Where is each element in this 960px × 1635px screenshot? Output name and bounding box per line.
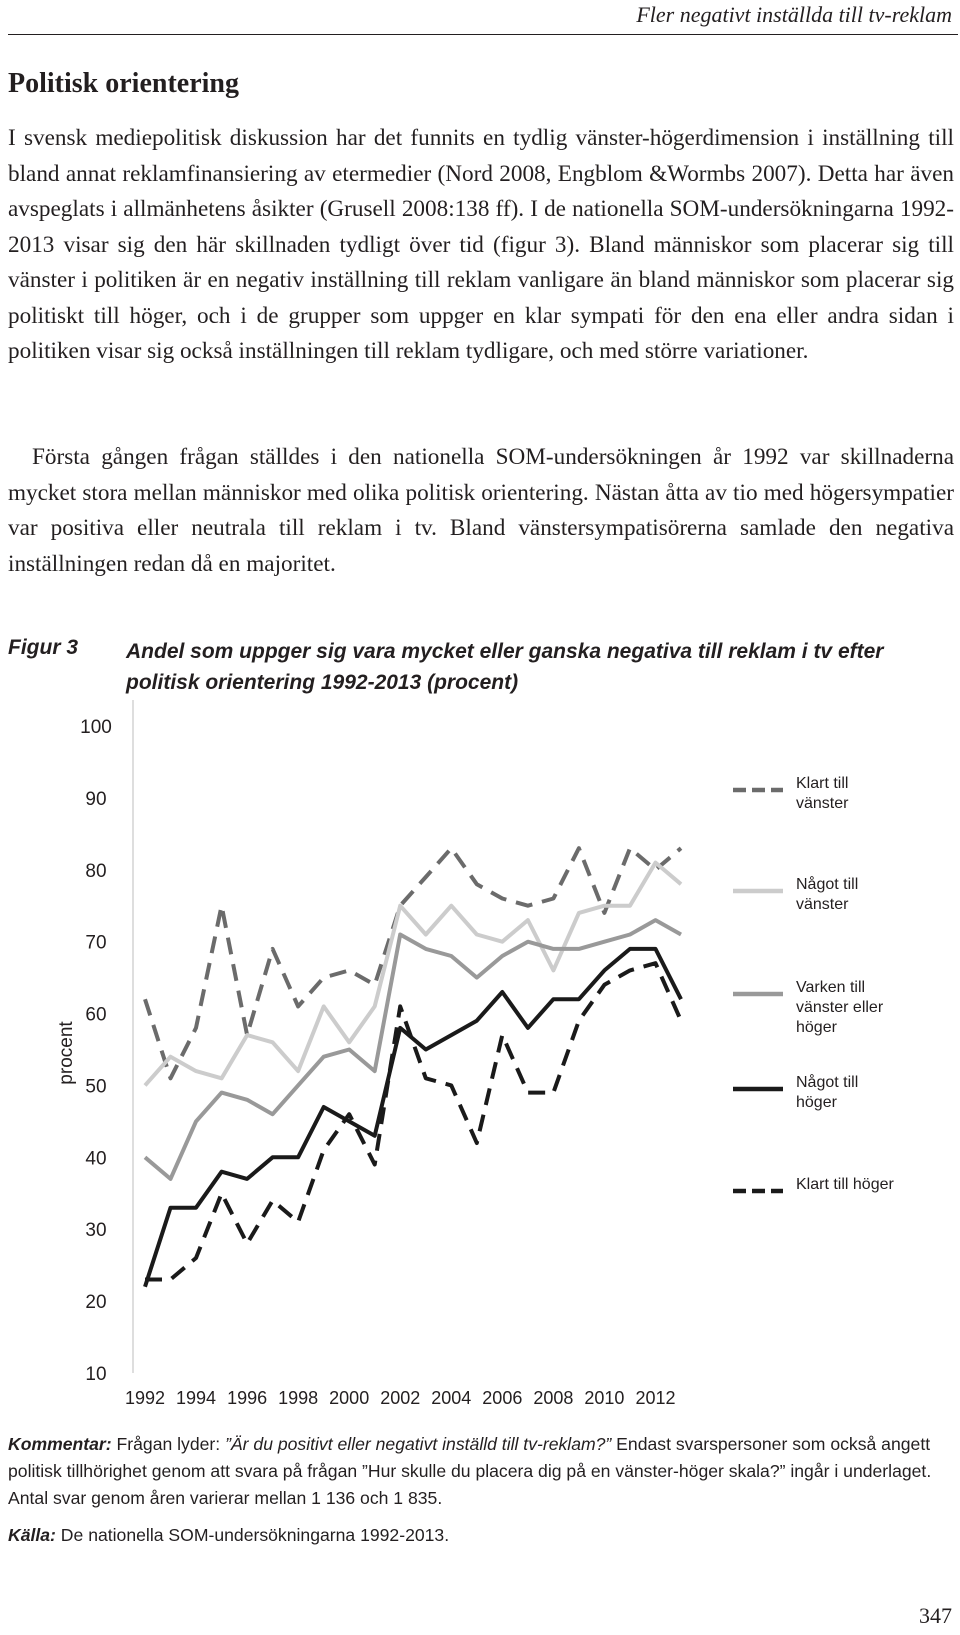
y-axis-title: procent [56, 1021, 77, 1085]
y-tick-label: 30 [85, 1220, 107, 1242]
comment-question: ”Är du positivt eller negativt inställd till tv-reklam?” [225, 1434, 612, 1454]
series-line-1 [145, 848, 681, 1078]
x-tick-label: 2000 [329, 1388, 370, 1408]
comment-label: Kommentar: [8, 1434, 112, 1454]
body-paragraph-2: Första gången frågan ställdes i den nationella SOM-undersökningen år 1992 var skillnaderna mycket stora mellan människor med olika politisk orientering. Nästan åtta av tio med högersympatier var positiva eller neutrala till reklam i tv. Bland vänstersympatisörerna samlade den negativa inställningen redan då en majoritet. [8, 444, 954, 577]
x-axis [125, 1388, 676, 1408]
y-tick-label: 80 [85, 860, 107, 882]
x-tick-label: 2006 [482, 1388, 523, 1408]
series-lines [145, 848, 681, 1286]
series-line-4 [145, 949, 681, 1287]
figure-comment [8, 1431, 958, 1512]
y-tick-label: 40 [85, 1148, 107, 1170]
comment-rest: Endast svarspersoner som också angett politisk tillhörighet genom att svara på frågan ”Hur skulle du placera dig på en vänster-höger skala?” ingår i underlaget. Antal svar genom åren varierar mellan 1 136 och 1 835. [8, 1434, 932, 1508]
legend [733, 775, 894, 1193]
x-tick-label: 2010 [584, 1388, 625, 1408]
source-label: Källa: [8, 1525, 56, 1545]
y-axis [56, 700, 133, 1385]
y-tick-label: 90 [85, 788, 107, 810]
series-line-5 [145, 963, 681, 1279]
y-tick-label: 10 [85, 1364, 107, 1385]
x-tick-label: 1992 [124, 1388, 166, 1408]
y-tick-label: 100 [80, 717, 112, 738]
comment-intro: Frågan lyder: [111, 1434, 226, 1454]
legend-label-5: Klart till höger [796, 1176, 894, 1193]
section-heading: Politisk orientering [8, 68, 239, 99]
y-tick-label: 20 [85, 1292, 107, 1314]
legend-label-1: Klart till vänster [796, 775, 849, 812]
figure-source [8, 1525, 449, 1546]
figure-title: Andel som uppger sig vara mycket eller ganska negativa till reklam i tv efter politisk orientering 1992-2013 (procent) [126, 640, 884, 694]
y-tick-label: 70 [85, 932, 107, 954]
x-tick-label: 1994 [176, 1388, 217, 1408]
legend-label-2: Något till vänster [796, 876, 859, 913]
x-tick-label: 2002 [380, 1388, 421, 1408]
source-text: De nationella SOM-undersökningarna 1992-2013. [55, 1525, 450, 1545]
running-head: Fler negativt inställda till tv-reklam [636, 2, 952, 27]
figure-label: Figur 3 [8, 636, 79, 659]
y-tick-label: 50 [85, 1076, 107, 1098]
body-paragraph-1: I svensk mediepolitisk diskussion har det funnits en tydlig vänster-högerdimension i inställning till bland annat reklamfinansiering av etermedier (Nord 2008, Engblom &Wormbs 2007). Detta har även avspeglats i allmänhetens åsikter (Grusell 2008:138 ff). I de nationella SOM-undersökningarna 1992-2013 visar sig den här skillnaden tydligt över tid (figur 3). Bland människor som placerar sig till vänster i politiken är en negativ inställning till reklam vanligare än bland människor som placerar sig politiskt till höger, och i de grupper som uppger en klar sympati för den ena eller andra sidan i politiken visar sig också inställningen till reklam tydligare, och med större variationer. [8, 125, 954, 364]
x-tick-label: 1998 [278, 1388, 319, 1408]
legend-label-4: Något till höger [796, 1074, 859, 1111]
page-number: 347 [919, 1603, 952, 1628]
x-tick-label: 1996 [227, 1388, 268, 1408]
x-tick-label: 2004 [431, 1388, 472, 1408]
x-tick-label: 2008 [533, 1388, 574, 1408]
legend-label-3: Varken till vänster eller höger [796, 979, 884, 1036]
y-tick-label: 60 [85, 1004, 107, 1026]
series-line-3 [145, 920, 681, 1179]
x-tick-label: 2012 [635, 1388, 676, 1408]
